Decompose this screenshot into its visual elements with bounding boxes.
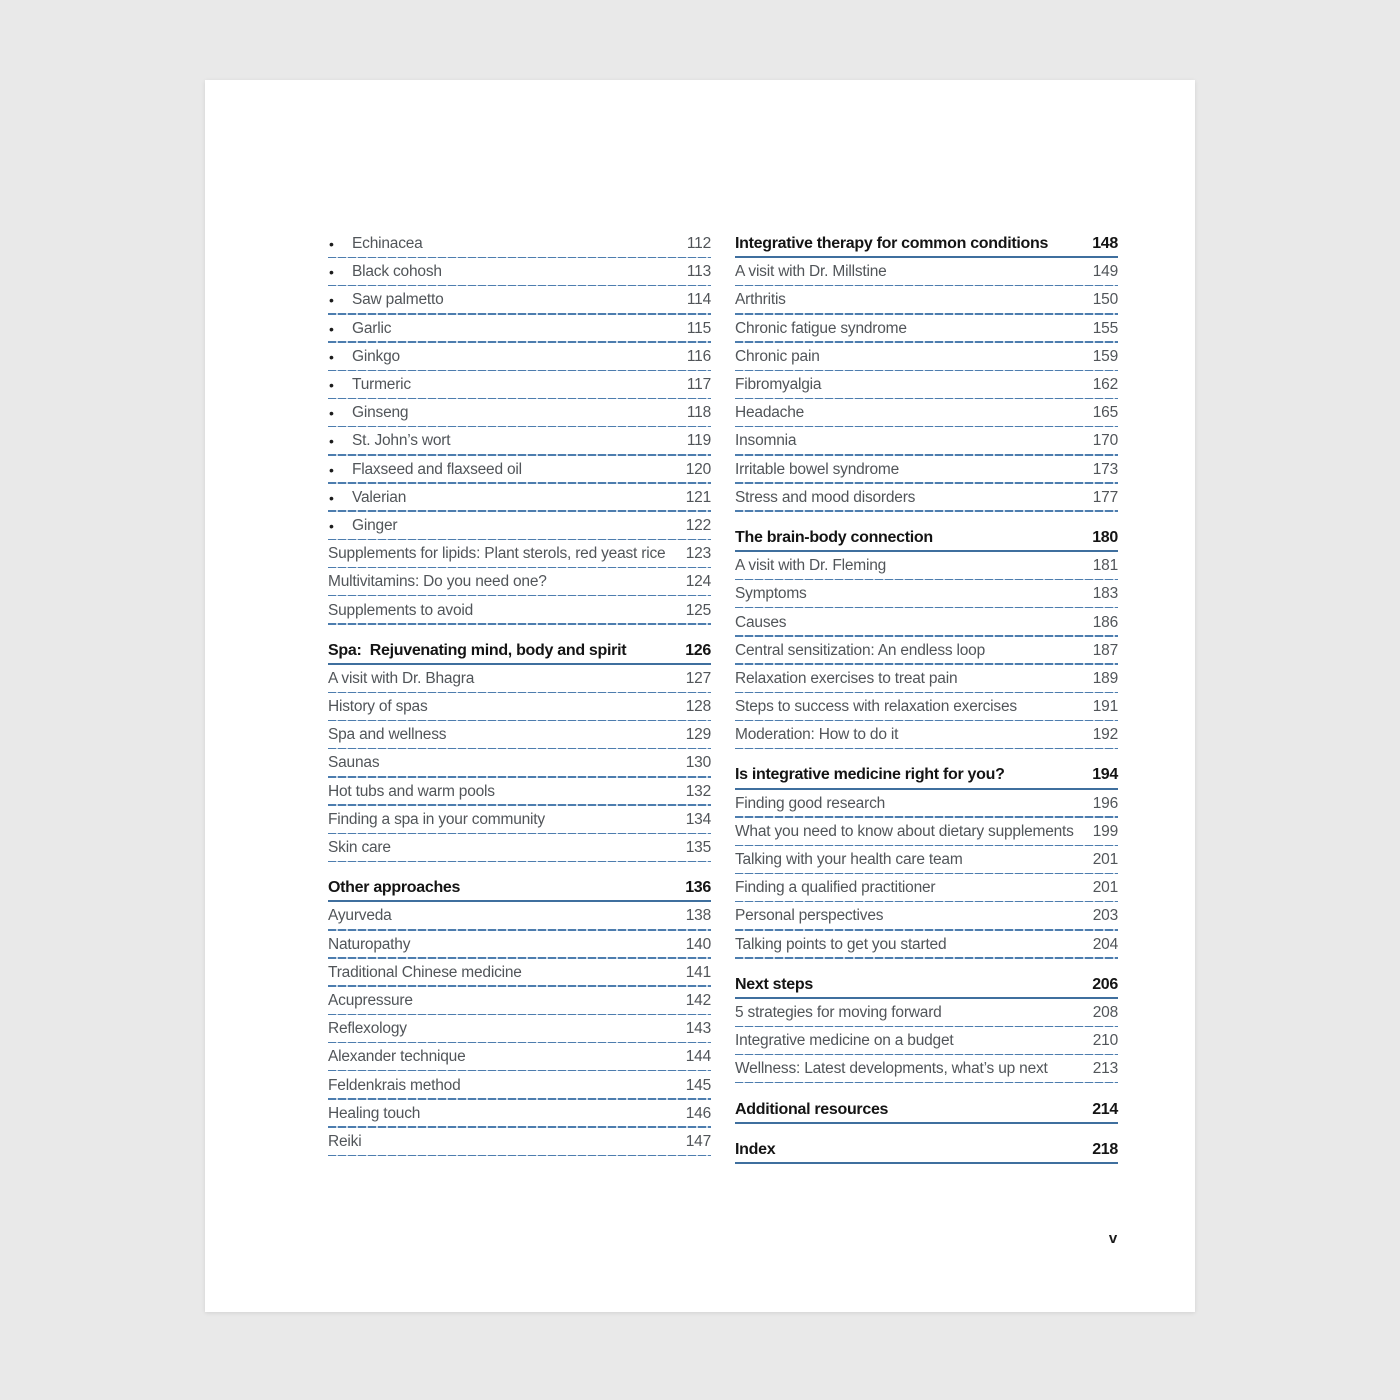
toc-entry-page: 144	[685, 1048, 711, 1066]
bullet-icon: •	[329, 377, 334, 394]
toc-entry-title: Traditional Chinese medicine	[328, 963, 522, 981]
toc-entry	[328, 596, 711, 624]
toc-section-title: Spa: Rejuvenating mind, body and spirit	[328, 641, 627, 659]
toc-entry-page: 208	[1092, 1003, 1118, 1021]
toc-entry-title: Alexander technique	[328, 1048, 466, 1066]
toc-entry-page: 142	[685, 991, 711, 1009]
toc-entry	[735, 999, 1118, 1027]
toc-entry	[328, 1043, 711, 1071]
toc-entry-page: 114	[686, 291, 711, 309]
toc-entry-title: Steps to success with relaxation exercises	[735, 698, 1017, 716]
toc-entry-page: 122	[685, 516, 711, 534]
toc-entry	[328, 456, 711, 484]
toc-entry	[328, 258, 711, 286]
toc-entry	[735, 343, 1118, 371]
toc-entry-page: 123	[685, 545, 711, 563]
toc-entry-page: 148	[1092, 235, 1118, 253]
toc-entry	[735, 315, 1118, 343]
toc-entry	[735, 665, 1118, 693]
toc-entry-label-wrap	[735, 693, 1085, 721]
toc-entry	[328, 902, 711, 930]
toc-entry	[328, 371, 711, 399]
toc-entry-label-wrap	[735, 874, 1085, 902]
toc-entry-label-wrap	[328, 806, 678, 834]
toc-entry-title: 5 strategies for moving forward	[735, 1003, 942, 1021]
toc-entry-label-wrap	[328, 931, 678, 959]
toc-entry-page: 203	[1092, 907, 1118, 925]
toc-entry-label-wrap	[735, 999, 1085, 1027]
toc-entry-page: 132	[685, 782, 711, 800]
toc-entry-title: Arthritis	[735, 291, 786, 309]
toc-entry-title: Moderation: How to do it	[735, 726, 899, 744]
toc-section-block	[735, 1136, 1118, 1164]
toc-entry-page: 213	[1092, 1060, 1118, 1078]
toc-entry-title: St. John’s wort	[352, 432, 451, 450]
toc-entry-label-wrap	[328, 1043, 678, 1071]
toc-entry	[328, 484, 711, 512]
toc-entry-label-wrap	[328, 484, 678, 512]
toc-entry-page: 191	[1092, 698, 1118, 716]
toc-entry-page: 206	[1092, 975, 1118, 993]
toc-section-title: Index	[735, 1140, 776, 1158]
toc-entry-label-wrap	[328, 568, 678, 596]
toc-entry-label-wrap	[328, 371, 679, 399]
toc-entry-label-wrap	[735, 230, 1084, 258]
toc-entry	[735, 552, 1118, 580]
toc-entry	[328, 1100, 711, 1128]
toc-entry	[328, 1128, 711, 1156]
toc-entry-page: 192	[1092, 726, 1118, 744]
toc-entry	[328, 987, 711, 1015]
toc-entry-title: Talking with your health care team	[735, 851, 963, 869]
toc-entry-title: Black cohosh	[352, 263, 442, 281]
toc-entry-title: Personal perspectives	[735, 907, 884, 925]
toc-entry-title: Insomnia	[735, 432, 797, 450]
bullet-icon: •	[329, 405, 334, 422]
toc-entry-label-wrap	[328, 721, 678, 749]
toc-entry	[735, 456, 1118, 484]
bullet-icon: •	[329, 433, 334, 450]
toc-entry-label-wrap	[735, 818, 1085, 846]
toc-entry-page: 183	[1092, 585, 1118, 603]
toc-entry	[735, 427, 1118, 455]
toc-entry-page: 194	[1092, 766, 1118, 784]
toc-entry	[328, 427, 711, 455]
toc-section-title: Additional resources	[735, 1100, 889, 1118]
toc-entry-label-wrap	[735, 1027, 1085, 1055]
toc-entry-label-wrap	[735, 552, 1085, 580]
toc-entry-label-wrap	[328, 315, 679, 343]
toc-entry-label-wrap	[328, 540, 678, 568]
toc-entry-label-wrap	[328, 665, 678, 693]
toc-entry-page: 186	[1092, 613, 1118, 631]
toc-entry	[328, 749, 711, 777]
toc-entry-page: 149	[1092, 263, 1118, 281]
toc-entry-label-wrap	[735, 902, 1085, 930]
toc-entry-label-wrap	[735, 846, 1085, 874]
toc-entry-label-wrap	[328, 596, 678, 624]
toc-entry	[735, 790, 1118, 818]
toc-entry-page: 196	[1092, 794, 1118, 812]
toc-entry-label-wrap	[735, 286, 1085, 314]
toc-column-left	[328, 230, 711, 1156]
toc-section-header	[735, 761, 1118, 789]
toc-entry-label-wrap	[735, 1136, 1084, 1164]
toc-entry-title: Central sensitization: An endless loop	[735, 641, 986, 659]
toc-entry	[328, 806, 711, 834]
toc-entry-title: Supplements to avoid	[328, 601, 474, 619]
toc-entry-page: 214	[1092, 1100, 1118, 1118]
toc-entry	[735, 693, 1118, 721]
toc-entry-label-wrap	[735, 484, 1085, 512]
toc-entry	[735, 608, 1118, 636]
toc-entry-title: Wellness: Latest developments, what’s up next	[735, 1060, 1048, 1078]
toc-entry-title: Valerian	[352, 488, 407, 506]
toc-entry-label-wrap	[328, 427, 679, 455]
toc-entry	[735, 1027, 1118, 1055]
toc-entry	[328, 931, 711, 959]
toc-entry-title: Reflexology	[328, 1020, 407, 1038]
bullet-icon: •	[329, 264, 334, 281]
toc-entry-page: 116	[686, 347, 711, 365]
toc-entry-page: 130	[685, 754, 711, 772]
toc-section-block	[328, 637, 711, 863]
toc-entry-page: 138	[685, 907, 711, 925]
toc-entry-label-wrap	[328, 637, 677, 665]
toc-entry-title: Skin care	[328, 839, 391, 857]
toc-entry-label-wrap	[735, 637, 1085, 665]
toc-section-header	[735, 1095, 1118, 1123]
toc-entry	[328, 834, 711, 862]
toc-entry-title: Relaxation exercises to treat pain	[735, 669, 958, 687]
toc-entry-page: 143	[685, 1020, 711, 1038]
toc-entry	[328, 343, 711, 371]
toc-entry	[735, 258, 1118, 286]
toc-entry-title: Garlic	[352, 319, 392, 337]
toc-entry-label-wrap	[735, 971, 1084, 999]
toc-entry-page: 117	[686, 376, 711, 394]
toc-entry-page: 135	[685, 839, 711, 857]
toc-section-title: Next steps	[735, 975, 813, 993]
toc-entry-label-wrap	[328, 286, 679, 314]
toc-entry-page: 119	[686, 432, 711, 450]
toc-entry	[328, 315, 711, 343]
toc-entry-label-wrap	[328, 778, 678, 806]
toc-entry-page: 125	[685, 601, 711, 619]
toc-entry-page: 121	[685, 488, 711, 506]
toc-entry-page: 170	[1092, 432, 1118, 450]
toc-section-header	[735, 230, 1118, 258]
toc-entry-label-wrap	[735, 399, 1085, 427]
toc-entry-label-wrap	[328, 1071, 678, 1099]
toc-entry-title: Fibromyalgia	[735, 376, 822, 394]
toc-entry-label-wrap	[328, 399, 679, 427]
toc-entry-label-wrap	[328, 902, 678, 930]
toc-entry-page: 120	[685, 460, 711, 478]
toc-entry	[328, 230, 711, 258]
toc-entry-label-wrap	[735, 315, 1085, 343]
toc-section-title: The brain-body connection	[735, 528, 933, 546]
toc-entry-page: 128	[685, 698, 711, 716]
toc-entry-page: 134	[685, 810, 711, 828]
book-page	[205, 80, 1195, 1312]
toc-section-header	[328, 874, 711, 902]
toc-entry-page: 180	[1092, 528, 1118, 546]
toc-entry-label-wrap	[735, 608, 1085, 636]
bullet-icon: •	[329, 292, 334, 309]
toc-section-block	[735, 230, 1118, 512]
toc-entry-title: What you need to know about dietary supplements	[735, 822, 1074, 840]
toc-entry-title: Irritable bowel syndrome	[735, 460, 900, 478]
toc-section-header	[735, 971, 1118, 999]
toc-entry-page: 201	[1092, 851, 1118, 869]
toc-entry-title: Causes	[735, 613, 787, 631]
bullet-icon: •	[329, 461, 334, 478]
page-number-footer: v	[1108, 1230, 1118, 1247]
toc-entry	[735, 818, 1118, 846]
bullet-icon: •	[329, 348, 334, 365]
toc-section-title: Is integrative medicine right for you?	[735, 766, 1005, 784]
toc-entry	[735, 580, 1118, 608]
toc-entry-title: History of spas	[328, 698, 428, 716]
toc-column-right	[735, 230, 1118, 1164]
toc-entry-page: 112	[686, 235, 711, 253]
toc-entry-label-wrap	[328, 874, 677, 902]
toc-entry-title: Ayurveda	[328, 907, 392, 925]
toc-entry	[735, 874, 1118, 902]
toc-entry-title: Feldenkrais method	[328, 1076, 461, 1094]
toc-entry-title: A visit with Dr. Bhagra	[328, 669, 475, 687]
toc-entry	[328, 399, 711, 427]
toc-entry-title: Reiki	[328, 1132, 362, 1150]
toc-entry-title: Finding a spa in your community	[328, 810, 545, 828]
toc-entry-page: 187	[1092, 641, 1118, 659]
bullet-icon: •	[329, 320, 334, 337]
toc-section-header	[735, 1136, 1118, 1164]
toc-entry-label-wrap	[735, 456, 1085, 484]
toc-entry	[735, 931, 1118, 959]
bullet-icon: •	[329, 236, 334, 253]
toc-entry	[328, 568, 711, 596]
toc-entry-page: 146	[685, 1104, 711, 1122]
toc-entry	[328, 1015, 711, 1043]
toc-entry-title: Supplements for lipids: Plant sterols, red yeast rice	[328, 545, 666, 563]
toc-entry-title: Stress and mood disorders	[735, 488, 916, 506]
toc-entry-label-wrap	[735, 524, 1084, 552]
toc-entry-label-wrap	[735, 761, 1084, 789]
toc-entry	[328, 286, 711, 314]
toc-entry-title: Ginger	[352, 516, 398, 534]
toc-entry	[735, 286, 1118, 314]
toc-entry-title: Ginkgo	[352, 347, 400, 365]
toc-entry-label-wrap	[735, 721, 1085, 749]
toc-entry-page: 141	[685, 963, 711, 981]
toc-entry	[735, 399, 1118, 427]
toc-entry	[735, 721, 1118, 749]
toc-entry-label-wrap	[328, 693, 678, 721]
toc-entry-label-wrap	[735, 665, 1085, 693]
toc-entry-label-wrap	[735, 371, 1085, 399]
toc-entry-page: 173	[1092, 460, 1118, 478]
toc-section-block	[328, 874, 711, 1156]
toc-entry-page: 126	[685, 641, 711, 659]
toc-entry-title: Multivitamins: Do you need one?	[328, 573, 547, 591]
toc-entry-page: 155	[1092, 319, 1118, 337]
toc-entry-page: 140	[685, 935, 711, 953]
toc-entry-label-wrap	[735, 580, 1085, 608]
toc-entry	[328, 959, 711, 987]
toc-entry-title: Healing touch	[328, 1104, 421, 1122]
toc-entry-title: Naturopathy	[328, 935, 411, 953]
toc-entry-page: 124	[685, 573, 711, 591]
toc-entry-page: 181	[1092, 557, 1118, 575]
toc-section-block	[735, 971, 1118, 1084]
toc-entry	[328, 512, 711, 540]
toc-entry-label-wrap	[328, 1100, 678, 1128]
toc-entry-title: Symptoms	[735, 585, 807, 603]
toc-entry-title: Acupressure	[328, 991, 413, 1009]
toc-entry-label-wrap	[328, 343, 679, 371]
toc-entry	[328, 778, 711, 806]
toc-entry-label-wrap	[328, 512, 678, 540]
toc-entry	[328, 721, 711, 749]
toc-entry-label-wrap	[735, 343, 1085, 371]
toc-entry-title: Finding a qualified practitioner	[735, 879, 936, 897]
toc-entry-page: 145	[685, 1076, 711, 1094]
toc-entry-title: A visit with Dr. Millstine	[735, 263, 887, 281]
toc-entry-label-wrap	[328, 834, 678, 862]
toc-entry-title: Headache	[735, 404, 805, 422]
toc-entry-page: 210	[1092, 1032, 1118, 1050]
toc-entry-label-wrap	[328, 230, 679, 258]
toc-entry	[735, 846, 1118, 874]
toc-entry-page: 199	[1092, 822, 1118, 840]
toc-entry-title: Chronic fatigue syndrome	[735, 319, 907, 337]
toc-entry-page: 204	[1092, 935, 1118, 953]
toc-section-title: Integrative therapy for common conditions	[735, 235, 1049, 253]
toc-entry-label-wrap	[328, 749, 678, 777]
toc-entry-label-wrap	[328, 258, 679, 286]
toc-entry-label-wrap	[735, 1095, 1084, 1123]
toc-entry-label-wrap	[328, 1128, 678, 1156]
toc-entry	[328, 1071, 711, 1099]
toc-entry-title: Finding good research	[735, 794, 886, 812]
bullet-icon: •	[329, 517, 334, 534]
toc-entry	[328, 665, 711, 693]
toc-section-header	[735, 524, 1118, 552]
toc-entry-page: 136	[685, 879, 711, 897]
toc-section-block	[328, 230, 711, 625]
toc-entry-label-wrap	[735, 427, 1085, 455]
toc-entry	[735, 1055, 1118, 1083]
toc-entry-title: Flaxseed and flaxseed oil	[352, 460, 522, 478]
toc-entry-title: A visit with Dr. Fleming	[735, 557, 887, 575]
toc-entry-title: Talking points to get you started	[735, 935, 947, 953]
toc-entry-page: 177	[1092, 488, 1118, 506]
toc-section-header	[328, 637, 711, 665]
toc-entry-title: Saunas	[328, 754, 380, 772]
toc-entry	[735, 902, 1118, 930]
toc-entry-title: Turmeric	[352, 376, 411, 394]
toc-section-block	[735, 524, 1118, 750]
bullet-icon: •	[329, 489, 334, 506]
toc-entry-page: 162	[1092, 376, 1118, 394]
toc-entry	[735, 371, 1118, 399]
toc-section-title: Other approaches	[328, 879, 461, 897]
toc-entry-title: Hot tubs and warm pools	[328, 782, 495, 800]
toc-section-block	[735, 761, 1118, 958]
toc-entry-label-wrap	[328, 1015, 678, 1043]
toc-entry-title: Integrative medicine on a budget	[735, 1032, 954, 1050]
toc-entry-label-wrap	[735, 790, 1085, 818]
toc-entry-page: 115	[686, 319, 711, 337]
toc-entry-label-wrap	[735, 258, 1085, 286]
toc-entry-page: 127	[685, 669, 711, 687]
toc-entry	[735, 637, 1118, 665]
toc-entry-page: 113	[686, 263, 711, 281]
toc-entry-page: 147	[685, 1132, 711, 1150]
toc-entry-page: 218	[1092, 1140, 1118, 1158]
toc-entry-title: Spa and wellness	[328, 726, 447, 744]
toc-entry-page: 118	[686, 404, 711, 422]
toc-entry-page: 129	[685, 726, 711, 744]
toc-entry-label-wrap	[735, 1055, 1085, 1083]
toc-entry-page: 159	[1092, 347, 1118, 365]
toc-entry-label-wrap	[735, 931, 1085, 959]
toc-entry-page: 189	[1092, 669, 1118, 687]
toc-entry-page: 165	[1092, 404, 1118, 422]
toc-entry-title: Saw palmetto	[352, 291, 444, 309]
toc-entry-title: Ginseng	[352, 404, 409, 422]
toc-entry-page: 201	[1092, 879, 1118, 897]
toc-section-block	[735, 1095, 1118, 1123]
toc-entry-label-wrap	[328, 456, 678, 484]
toc-entry-title: Echinacea	[352, 235, 423, 253]
toc-entry-title: Chronic pain	[735, 347, 820, 365]
toc-entry	[328, 693, 711, 721]
toc-entry	[735, 484, 1118, 512]
toc-entry-label-wrap	[328, 987, 678, 1015]
toc-entry-label-wrap	[328, 959, 678, 987]
toc-entry	[328, 540, 711, 568]
toc-entry-page: 150	[1092, 291, 1118, 309]
